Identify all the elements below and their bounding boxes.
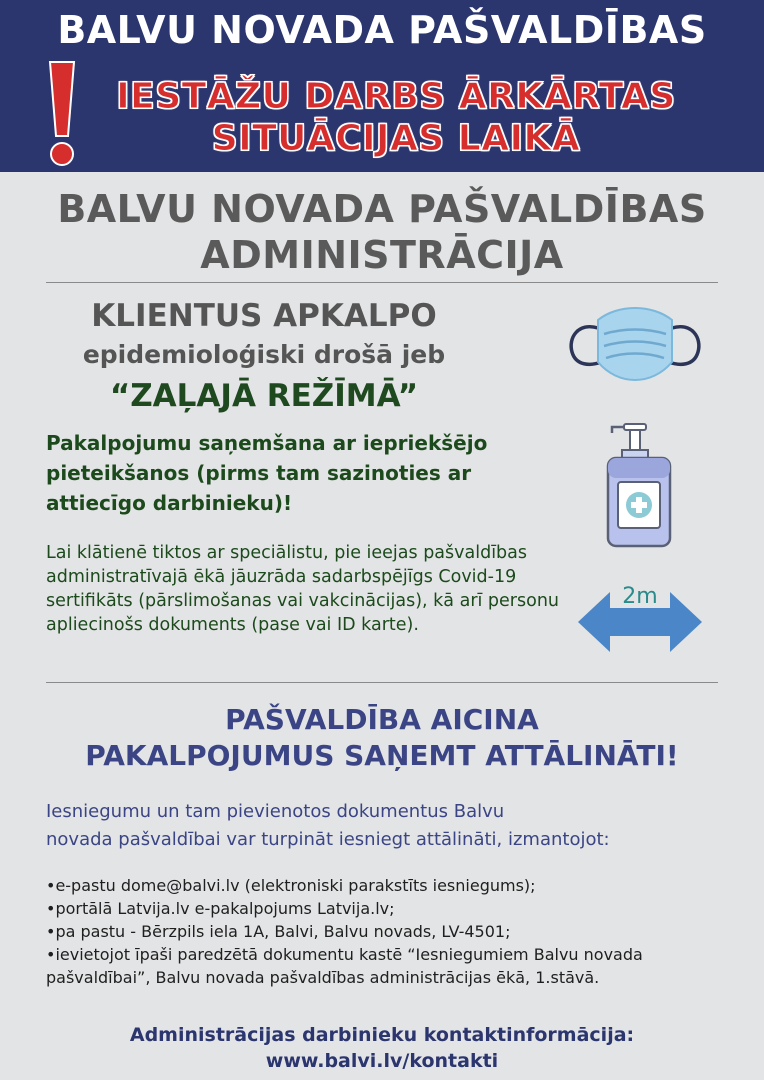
remote-intro-line2: novada pašvaldībai var turpināt iesniegt attālināti, izmantojot: <box>46 829 610 850</box>
list-item: • pa pastu - Bērzpils iela 1A, Balvi, Balvu novads, LV-4501; <box>46 920 746 943</box>
appointment-notice: Pakalpojumu saņemšana ar iepriekšējo pieteikšanos (pirms tam sazinoties ar attiecīgo darbinieku)! <box>46 431 488 515</box>
service-subheading: epidemioloģiski drošā jeb <box>82 340 446 369</box>
remote-invite-heading <box>0 702 764 774</box>
list-item: • ievietojot īpaši paredzētā dokumentu kastē “Iesniegumiem Balvu novada pašvaldībai”, Balvu novada pašvaldības administrācijas ēkā, 1.stāvā. <box>46 943 746 989</box>
header-banner <box>0 0 764 172</box>
exclamation-icon <box>44 58 80 170</box>
distance-label: 2m <box>622 584 658 609</box>
section-title <box>0 186 764 278</box>
header-title: BALVU NOVADA PAŠVALDĪBAS <box>57 8 707 52</box>
service-heading: KLIENTUS APKALPO <box>91 298 437 334</box>
hand-sanitizer-icon <box>604 420 674 548</box>
divider-top <box>46 282 718 283</box>
face-mask-icon <box>568 300 702 390</box>
remote-invite-line2: PAKALPOJUMUS SAŅEMT ATTĀLINĀTI! <box>85 739 679 772</box>
list-item: • e-pastu dome@balvi.lv (elektroniski parakstīts iesniegums); <box>46 874 746 897</box>
section-title-line1: BALVU NOVADA PAŠVALDĪBAS <box>57 187 707 231</box>
submission-methods-list <box>46 874 746 989</box>
list-item: • portālā Latvija.lv e-pakalpojums Latvija.lv; <box>46 897 746 920</box>
contact-heading: Administrācijas darbinieku kontaktinformācija: <box>129 1024 635 1046</box>
contact-footer <box>0 1022 764 1074</box>
contact-link[interactable]: www.balvi.lv/kontakti <box>265 1050 499 1072</box>
section-title-line2: ADMINISTRĀCIJA <box>200 233 564 277</box>
divider-middle <box>46 682 718 683</box>
access-requirements: Lai klātienē tiktos ar speciālistu, pie ieejas pašvaldības administratīvajā ēkā jāuzrāda sadarbspējīgs Covid-19 sertifikāts (pārslimošanas vai vakcinācijas), kā arī personu apliecinošs dokuments (pase vai ID karte). <box>46 543 560 635</box>
remote-invite-line1: PAŠVALDĪBA AICINA <box>225 703 539 736</box>
remote-intro-line1: Iesniegumu un tam pievienotos dokumentus Balvu <box>46 801 505 822</box>
green-mode-label: “ZAĻAJĀ REŽĪMĀ” <box>109 378 419 414</box>
remote-intro <box>46 798 736 854</box>
header-subtitle-line1: IESTĀŽU DARBS ĀRKĀRTAS <box>116 76 676 117</box>
header-subtitle-line2: SITUĀCIJAS LAIKĀ <box>211 118 581 159</box>
header-subtitle <box>96 76 696 160</box>
